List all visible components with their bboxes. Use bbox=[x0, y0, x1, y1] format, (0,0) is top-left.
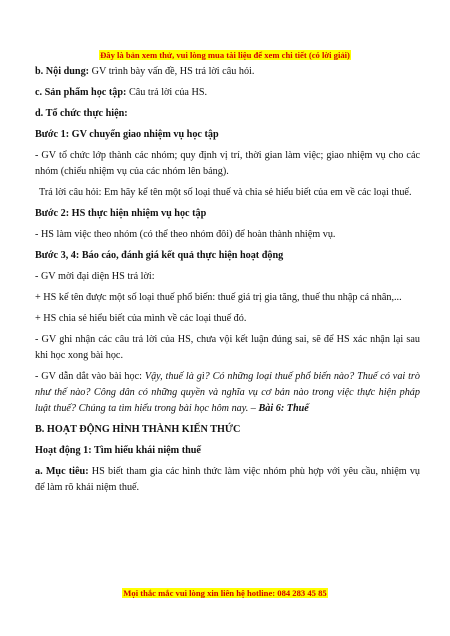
section-title: B. HOẠT ĐỘNG HÌNH THÀNH KIẾN THỨC bbox=[35, 424, 241, 435]
product-text: Câu trả lời của HS. bbox=[126, 87, 208, 98]
objective-label: a. Mục tiêu: bbox=[35, 466, 89, 477]
step34-title: Bước 3, 4: Báo cáo, đánh giá kết quả thực hiện hoạt động bbox=[35, 250, 284, 261]
lead-in-text: - GV dẫn dắt vào bài học: bbox=[35, 371, 145, 382]
hotline-banner-text: Mọi thắc mắc vui lòng xin liên hệ hotline: 084 283 45 85 bbox=[123, 588, 327, 598]
step2-paragraph: - HS làm việc theo nhóm (có thể theo nhóm đôi) để hoàn thành nhiệm vụ. bbox=[35, 229, 336, 240]
step2-title: Bước 2: HS thực hiện nhiệm vụ học tập bbox=[35, 208, 207, 219]
step1-paragraph: - GV tổ chức lớp thành các nhóm; quy định vị trí, thời gian làm việc; giao nhiệm vụ cho các nhóm (chiếu nhiệm vụ của các nhóm lên bảng). bbox=[35, 150, 420, 177]
step34-paragraph-2: + HS kể tên được một số loại thuế phổ biến: thuế giá trị gia tăng, thuế thu nhập cá nhân,... bbox=[35, 292, 402, 303]
step34-paragraph-5 bbox=[35, 369, 420, 417]
product-label: c. Sản phẩm học tập: bbox=[35, 87, 127, 98]
hotline-banner bbox=[0, 588, 450, 598]
step34-paragraph-1: - GV mời đại diện HS trả lời: bbox=[35, 271, 155, 282]
step1-title: Bước 1: GV chuyển giao nhiệm vụ học tập bbox=[35, 129, 219, 140]
activity-title: Hoạt động 1: Tìm hiểu khái niệm thuế bbox=[35, 445, 201, 456]
preview-banner bbox=[0, 50, 450, 60]
lead-in-question: Vậy, thuế là gì? Có những loại thuế phổ biến nào? Thuế có vai trò như thế nào? Công dân có những quyền và nghĩa vụ cơ bản nào trong việc thực hiện pháp luật thuế? Chúng ta tìm hiểu trong bài học hôm nay. – bbox=[35, 371, 420, 414]
objective-paragraph bbox=[35, 464, 420, 496]
organization-heading: d. Tổ chức thực hiện: bbox=[35, 108, 128, 119]
step34-paragraph-4: - GV ghi nhận các câu trả lời của HS, chưa vội kết luận đúng sai, sẽ để HS xác nhận lại sau khi học xong bài học. bbox=[35, 334, 420, 361]
lesson-title: Bài 6: Thuế bbox=[258, 403, 309, 414]
step1-question: Trả lời câu hỏi: Em hãy kể tên một số loại thuế và chia sẻ hiểu biết của em về các loại thuế. bbox=[39, 187, 412, 198]
preview-banner-text: Đây là bản xem thử, vui lòng mua tài liệu để xem chi tiết (có lời giải) bbox=[100, 50, 350, 60]
product-heading bbox=[35, 85, 420, 101]
step34-paragraph-3: + HS chia sẻ hiểu biết của mình về các loại thuế đó. bbox=[35, 313, 247, 324]
content-text: GV trình bày vấn đề, HS trả lời câu hỏi. bbox=[89, 66, 255, 77]
objective-text: HS biết tham gia các hình thức làm việc nhóm phù hợp với yêu cầu, nhiệm vụ để làm rõ khái niệm thuế. bbox=[35, 466, 421, 493]
document-body bbox=[35, 64, 420, 496]
content-label: b. Nội dung: bbox=[35, 66, 90, 77]
content-heading bbox=[35, 64, 420, 80]
